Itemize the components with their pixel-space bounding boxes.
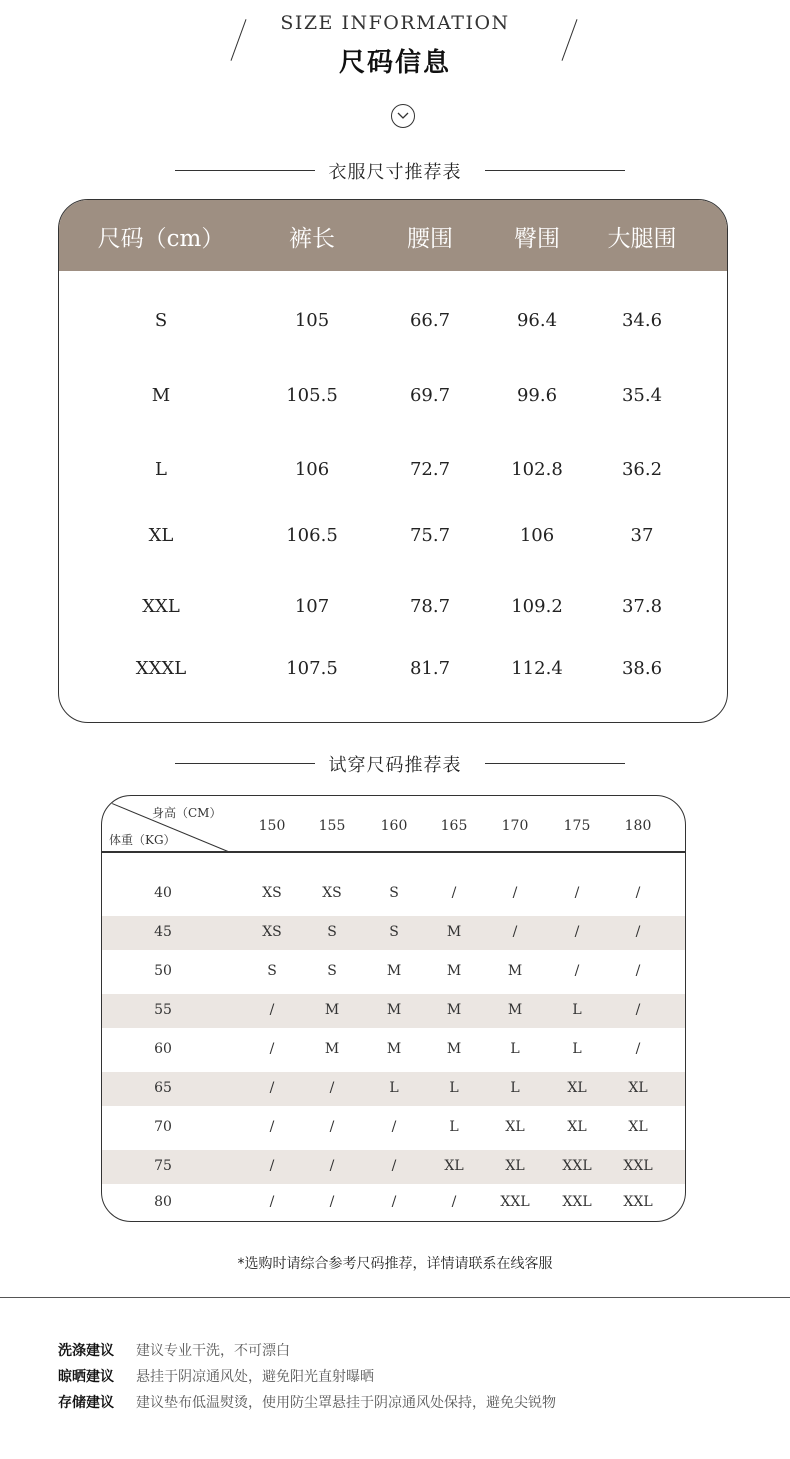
- table-cell: 106: [294, 459, 330, 480]
- care-text: 悬挂于阴凉通风处，避免阳光直射曝晒: [136, 1369, 374, 1385]
- size-cell: S: [327, 963, 337, 979]
- column-header: 腰围: [407, 226, 453, 252]
- title-en: SIZE INFORMATION: [280, 12, 510, 34]
- size-cell: /: [635, 924, 641, 940]
- weight-label: 45: [154, 924, 172, 940]
- size-cell: M: [386, 1002, 402, 1018]
- weight-label: 40: [154, 885, 172, 901]
- care-wash: [58, 1340, 290, 1360]
- size-cell: L: [510, 1080, 520, 1096]
- size-cell: XL: [628, 1119, 648, 1135]
- size-cell: S: [389, 924, 399, 940]
- column-header: 裤长: [289, 226, 335, 252]
- table-cell: 102.8: [511, 459, 563, 480]
- table-header: [59, 200, 727, 271]
- size-cell: L: [449, 1080, 459, 1096]
- height-column-header: 165: [440, 818, 468, 834]
- size-cell: /: [329, 1194, 335, 1210]
- size-cell: /: [269, 1002, 275, 1018]
- size-cell: L: [510, 1041, 520, 1057]
- size-cell: L: [572, 1002, 582, 1018]
- weight-label: 80: [154, 1194, 172, 1210]
- height-column-header: 160: [380, 818, 408, 834]
- size-cell: /: [269, 1158, 275, 1174]
- clothing-size-table: [58, 199, 728, 723]
- size-cell: XL: [567, 1119, 587, 1135]
- divider-line: [485, 763, 625, 764]
- table-cell: 36.2: [621, 459, 663, 480]
- table-cell: 109.2: [511, 596, 563, 617]
- table-cell: 107.5: [286, 658, 338, 679]
- table-cell: 72.7: [409, 459, 451, 480]
- size-cell: /: [574, 885, 580, 901]
- size-label: XXXL: [135, 658, 187, 679]
- weight-label: 60: [154, 1041, 172, 1057]
- size-cell: /: [269, 1119, 275, 1135]
- size-cell: L: [572, 1041, 582, 1057]
- size-label: M: [151, 385, 171, 406]
- care-text: 建议垫布低温熨烫，使用防尘罩悬挂于阴凉通风处保持，避免尖锐物: [136, 1395, 556, 1411]
- weight-label: 75: [154, 1158, 172, 1174]
- size-cell: M: [446, 963, 462, 979]
- height-column-header: 175: [563, 818, 591, 834]
- size-cell: /: [329, 1080, 335, 1096]
- fit-size-table: [101, 795, 686, 1222]
- section-title-fit: [0, 751, 790, 775]
- section-divider: [0, 1297, 790, 1298]
- size-cell: /: [512, 885, 518, 901]
- size-cell: /: [635, 1002, 641, 1018]
- table-cell: 105.5: [286, 385, 338, 406]
- size-cell: /: [269, 1041, 275, 1057]
- corner-weight-label: 体重（KG）: [109, 833, 176, 847]
- size-cell: M: [386, 963, 402, 979]
- table-cell: 78.7: [409, 596, 451, 617]
- column-header: 大腿围: [607, 226, 677, 252]
- size-label: XL: [148, 525, 174, 546]
- table-cell: 66.7: [409, 310, 451, 331]
- size-cell: XL: [567, 1080, 587, 1096]
- weight-label: 50: [154, 963, 172, 979]
- table-cell: 112.4: [511, 658, 563, 679]
- size-cell: XL: [505, 1119, 525, 1135]
- size-cell: /: [391, 1158, 397, 1174]
- care-label: 存储建议: [58, 1395, 114, 1411]
- care-dry: [58, 1366, 374, 1386]
- care-label: 洗涤建议: [58, 1343, 114, 1359]
- size-cell: /: [329, 1119, 335, 1135]
- column-header: 臀围: [514, 226, 560, 252]
- size-cell: /: [574, 963, 580, 979]
- size-cell: /: [635, 1041, 641, 1057]
- care-store: [58, 1392, 556, 1412]
- size-cell: XS: [322, 885, 342, 901]
- table-cell: 75.7: [409, 525, 451, 546]
- size-cell: XXL: [562, 1194, 592, 1210]
- table-cell: 35.4: [621, 385, 663, 406]
- height-column-header: 150: [258, 818, 286, 834]
- size-cell: M: [386, 1041, 402, 1057]
- size-cell: XL: [505, 1158, 525, 1174]
- size-cell: /: [574, 924, 580, 940]
- size-cell: /: [269, 1080, 275, 1096]
- size-cell: M: [507, 1002, 523, 1018]
- title-cn: 尺码信息: [338, 48, 451, 78]
- height-column-header: 180: [624, 818, 652, 834]
- table-cell: 105: [294, 310, 330, 331]
- size-cell: M: [446, 924, 462, 940]
- size-label: S: [154, 310, 168, 331]
- size-cell: /: [635, 885, 641, 901]
- size-cell: S: [267, 963, 277, 979]
- weight-label: 65: [154, 1080, 172, 1096]
- size-cell: /: [512, 924, 518, 940]
- size-cell: XS: [262, 924, 282, 940]
- size-note: *选购时请综合参考尺码推荐，详情请联系在线客服: [237, 1256, 553, 1272]
- size-cell: L: [389, 1080, 399, 1096]
- size-cell: M: [446, 1041, 462, 1057]
- table-cell: 106.5: [286, 525, 338, 546]
- size-cell: M: [324, 1002, 340, 1018]
- size-cell: /: [391, 1119, 397, 1135]
- table-cell: 81.7: [409, 658, 451, 679]
- table-cell: 37.8: [621, 596, 663, 617]
- size-cell: S: [327, 924, 337, 940]
- size-cell: L: [449, 1119, 459, 1135]
- size-cell: XL: [444, 1158, 464, 1174]
- table-cell: 38.6: [621, 658, 663, 679]
- section-title-text: 衣服尺寸推荐表: [328, 162, 462, 183]
- table-cell: 106: [519, 525, 555, 546]
- size-cell: /: [391, 1194, 397, 1210]
- column-header: 尺码（cm）: [97, 226, 225, 252]
- height-column-header: 155: [318, 818, 346, 834]
- size-cell: /: [451, 1194, 457, 1210]
- care-text: 建议专业干洗，不可漂白: [136, 1343, 290, 1359]
- size-cell: XXL: [623, 1194, 653, 1210]
- table-cell: 34.6: [621, 310, 663, 331]
- size-cell: XXL: [562, 1158, 592, 1174]
- weight-label: 70: [154, 1119, 172, 1135]
- size-cell: /: [451, 885, 457, 901]
- size-cell: S: [389, 885, 399, 901]
- table-cell: 107: [294, 596, 330, 617]
- corner-height-label: 身高（CM）: [152, 806, 222, 820]
- size-cell: XXL: [500, 1194, 530, 1210]
- section-title-text: 试穿尺码推荐表: [328, 755, 462, 776]
- divider-line: [485, 170, 625, 171]
- size-cell: M: [446, 1002, 462, 1018]
- size-cell: /: [269, 1194, 275, 1210]
- table-cell: 96.4: [516, 310, 558, 331]
- header-divider: [102, 851, 685, 853]
- weight-label: 55: [154, 1002, 172, 1018]
- table-cell: 69.7: [409, 385, 451, 406]
- size-cell: M: [324, 1041, 340, 1057]
- size-label: L: [155, 459, 167, 480]
- size-cell: /: [329, 1158, 335, 1174]
- table-cell: 37: [630, 525, 654, 546]
- size-cell: XXL: [623, 1158, 653, 1174]
- size-cell: M: [507, 963, 523, 979]
- size-cell: XL: [628, 1080, 648, 1096]
- chevron-down-icon: [391, 104, 415, 128]
- care-label: 晾晒建议: [58, 1369, 114, 1385]
- height-column-header: 170: [501, 818, 529, 834]
- section-title-clothing: [0, 158, 790, 182]
- table-cell: 99.6: [516, 385, 558, 406]
- size-label: XXL: [142, 596, 180, 617]
- size-cell: XS: [262, 885, 282, 901]
- size-cell: /: [635, 963, 641, 979]
